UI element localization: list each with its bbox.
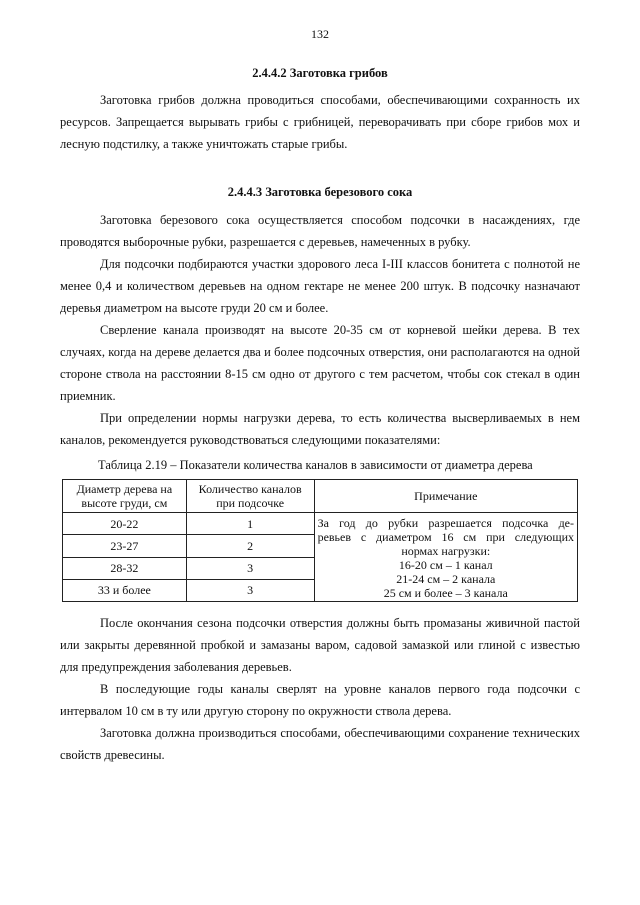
table-caption: Таблица 2.19 – Показатели количества каналов в зависимости от диаметра дерева — [98, 458, 533, 472]
note-line: 21-24 см – 2 канала — [396, 572, 496, 586]
paragraph: Заготовка грибов должна проводиться способами, обеспечивающими сохранность их ресурсов. Запрещается вырывать грибы с грибницей, переворачивать при сборе грибов мох и лесную подстилку, а также уничтожать старые грибы. — [60, 93, 580, 151]
paragraph: Заготовка березового сока осуществляется способом подсочки в насаждениях, где проводятся выборочные рубки, разрешается с деревьев, намеченных в рубку. — [60, 213, 580, 249]
page-number: 132 — [311, 27, 329, 41]
paragraph: В последующие годы каналы сверлят на уровне каналов первого года подсочки с интервалом 10 см в ту или другую сторону по окружности ствола дерева. — [60, 682, 580, 718]
section-heading-birch-sap: 2.4.4.3 Заготовка березового сока — [227, 185, 413, 199]
note-line: 25 см и более – 3 канала — [383, 586, 508, 600]
header-diameter: Диаметр дерева на высоте груди, см — [63, 480, 187, 513]
paragraph: Сверление канала производят на высоте 20-35 см от корневой шейки дерева. В тех случаях, когда на дереве делается два и более подсочных отверстия, они располагаются на одной стороне ствола на расстоянии 8-15 см одно от другого с тем расчетом, чтобы сок стекал в один приемник. — [60, 323, 580, 403]
cell-diameter: 28-32 — [63, 557, 187, 579]
note-line: нормах нагрузки: — [401, 544, 491, 558]
section-heading-mushrooms: 2.4.4.2 Заготовка грибов — [252, 66, 388, 80]
cell-channels: 3 — [186, 579, 314, 601]
cell-diameter: 33 и более — [63, 579, 187, 601]
header-note: Примечание — [314, 480, 577, 513]
channels-table — [62, 479, 578, 602]
paragraph: При определении нормы нагрузки дерева, то есть количества высверливаемых в нем каналов, рекомендуется руководствоваться следующими показателями: — [60, 411, 580, 447]
note-line: ревьев с диаметром 16 см при следующих — [317, 530, 574, 544]
cell-channels: 2 — [186, 535, 314, 557]
paragraph: Заготовка должна производиться способами, обеспечивающими сохранение технических свойств древесины. — [60, 726, 580, 762]
paragraph: Для подсочки подбираются участки здорового леса I-III классов бонитета с полнотой не менее 0,4 и количеством деревьев на одном гектаре не менее 200 штук. В подсочку назначают деревья диаметром на высоте груди 20 см и более. — [60, 257, 580, 315]
note-line: 16-20 см – 1 канал — [398, 558, 493, 572]
section-body-mushrooms — [60, 89, 580, 155]
section-body-after-table — [60, 612, 580, 766]
header-channels: Количество каналов при подсочке — [186, 480, 314, 513]
cell-channels: 3 — [186, 557, 314, 579]
note-line: За год до рубки разрешается подсочка де- — [317, 516, 574, 530]
cell-channels: 1 — [186, 513, 314, 535]
section-body-birch-sap — [60, 209, 580, 451]
table-header-row — [63, 480, 578, 513]
cell-note — [314, 513, 577, 602]
cell-diameter: 20-22 — [63, 513, 187, 535]
table-row — [63, 513, 578, 535]
paragraph: После окончания сезона подсочки отверстия должны быть промазаны живичной пастой или закрыты деревянной пробкой и замазаны варом, садовой замазкой или глиной с известью для предупреждения заболевания деревьев. — [60, 616, 580, 674]
cell-diameter: 23-27 — [63, 535, 187, 557]
